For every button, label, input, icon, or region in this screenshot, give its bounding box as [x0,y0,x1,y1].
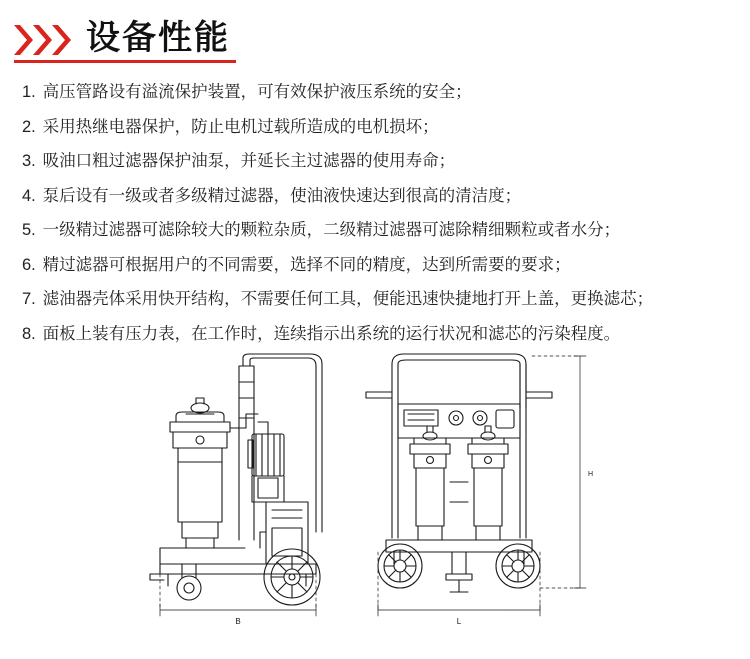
list-item-number: 6. [22,255,36,274]
list-item [22,222,732,239]
list-item [22,119,732,136]
list-item-number: 5. [22,221,36,239]
front-view-height-label: H [588,471,594,478]
list-item-number: 3. [22,152,36,170]
list-item [22,291,732,308]
list-item [22,84,732,101]
title-underline-rule [14,60,236,63]
front-view-filter-vessel-left [410,426,450,540]
list-item-label: 采用热继电器保护，防止电机过载所造成的电机损坏； [42,117,439,136]
double-chevron-right-icon [14,23,72,57]
side-view-filter-vessel [170,398,230,548]
list-item [22,153,732,170]
side-view-control-box [260,502,308,564]
list-item-label: 滤油器壳体采用快开结构，不需要任何工具，便能迅速快捷地打开上盖，更换滤芯； [42,290,654,308]
side-view-motor [248,434,284,476]
front-view-handle-frame [392,354,526,538]
list-item-label: 一级精过滤器可滤除较大的颗粒杂质，二级精过滤器可滤除精细颗粒或者水分； [42,221,621,239]
front-view-drain [446,552,472,592]
front-view-width-label: L [456,617,462,626]
side-view-caster-wheel [177,564,201,600]
list-item [22,188,732,205]
list-item-number: 2. [22,117,36,136]
side-view-piping [230,414,284,502]
list-item-number: 1. [22,83,36,101]
front-view-wheel-right [496,544,540,588]
list-item-number: 8. [22,324,36,343]
front-view-wheel-left [378,544,422,588]
list-item-label: 吸油口粗过滤器保护油泵，并延长主过滤器的使用寿命； [42,152,456,170]
list-item-label: 泵后设有一级或者多级精过滤器，使油液快速达到很高的清洁度； [42,186,522,205]
filter-cart-technical-drawing [0,352,750,659]
feature-list [0,84,750,342]
list-item-label: 精过滤器可根据用户的不同需要，选择不同的精度，达到所需要的要求； [42,255,571,274]
list-item-label: 高压管路设有溢流保护装置，可有效保护液压系统的安全； [42,83,472,101]
page-title: 设备性能 [86,19,230,57]
list-item-number: 4. [22,186,36,205]
list-item [22,326,732,343]
list-item-number: 7. [22,290,36,308]
list-item [22,257,732,274]
page-header [0,0,750,62]
front-view-control-panel [398,404,520,438]
list-item-label: 面板上装有压力表，在工作时，连续指示出系统的运行状况和滤芯的污染程度。 [42,324,621,343]
side-view-dimension-label: B [235,617,241,626]
side-view-rear-wheel [264,549,320,605]
front-view-filter-vessel-right [468,426,508,540]
